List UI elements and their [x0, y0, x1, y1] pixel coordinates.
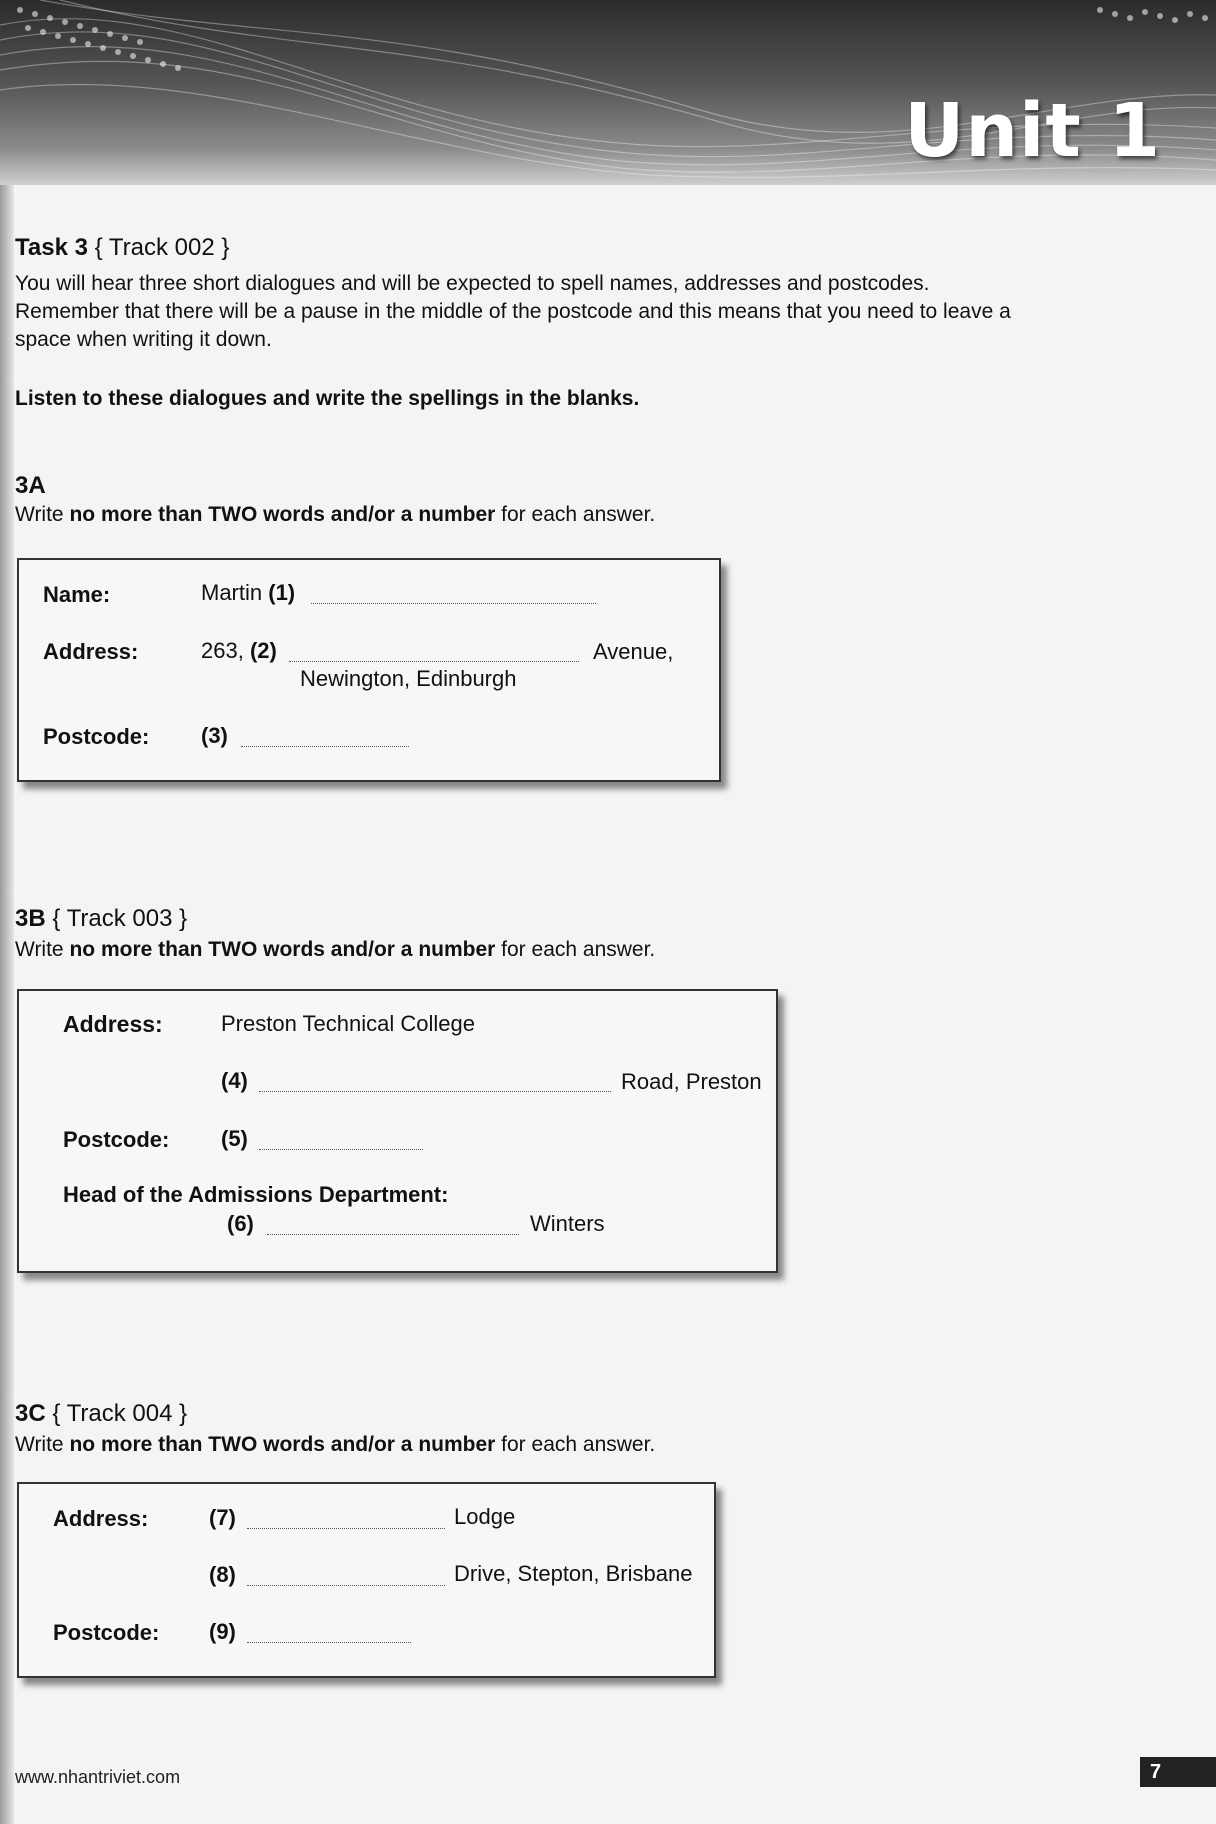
question-9-number: (9) [209, 1619, 236, 1644]
question-7-number: (7) [209, 1505, 236, 1530]
section-3a-title: 3A [15, 472, 46, 499]
unit-title: Unit 1 [904, 88, 1161, 174]
answer-8-blank[interactable] [247, 1585, 445, 1586]
postcode-label-3b: Postcode: [63, 1127, 170, 1152]
section-3c-form-box [17, 1482, 716, 1678]
question-3-number: (3) [201, 723, 228, 748]
section-3c-title: 3C [15, 1400, 46, 1427]
answer-1-blank[interactable] [311, 603, 596, 604]
head-of-admissions-label: Head of the Admissions Department: [63, 1182, 449, 1207]
answer-9-blank[interactable] [247, 1642, 411, 1643]
section-3b-track: { Track 003 } [52, 905, 188, 932]
address-label: Address: [43, 639, 139, 664]
name-value: Martin (1) [201, 580, 296, 605]
question-1-number: (1) [268, 580, 296, 605]
surname-suffix: Winters [530, 1211, 605, 1236]
task-intro-line-1: You will hear three short dialogues and will be expected to spell names, addresses and postcodes. [15, 272, 930, 295]
answer-7-blank[interactable] [247, 1528, 445, 1529]
college-name: Preston Technical College [221, 1011, 475, 1036]
question-5-number: (5) [221, 1126, 248, 1151]
answer-4-blank[interactable] [259, 1091, 611, 1092]
name-label: Name: [43, 582, 111, 607]
lodge-suffix: Lodge [454, 1504, 516, 1529]
question-8-number: (8) [209, 1562, 236, 1587]
address-line-2: Newington, Edinburgh [300, 666, 517, 691]
task-track: { Track 002 } [94, 234, 230, 261]
section-3b-title: 3B [15, 905, 46, 932]
section-3c-instruction: Write no more than TWO words and/or a number for each answer. [15, 1433, 656, 1456]
answer-2-blank[interactable] [289, 661, 579, 662]
section-3c-track: { Track 004 } [52, 1400, 188, 1427]
question-2-number: (2) [249, 638, 277, 663]
header-banner [0, 0, 1216, 185]
answer-5-blank[interactable] [259, 1149, 423, 1150]
answer-3-blank[interactable] [241, 746, 409, 747]
question-6-number: (6) [227, 1211, 254, 1236]
postcode-label: Postcode: [43, 724, 150, 749]
section-3b-heading [15, 905, 187, 933]
address-suffix: Avenue, [593, 639, 674, 664]
task-intro-line-3: space when writing it down. [15, 328, 272, 351]
page-number: 7 [1140, 1757, 1216, 1787]
address-label-3b: Address: [63, 1011, 163, 1037]
address-line-1: 263, (2) [201, 638, 277, 663]
task-instruction: Listen to these dialogues and write the spellings in the blanks. [15, 387, 640, 410]
section-3a-instruction: Write no more than TWO words and/or a number for each answer. [15, 503, 656, 526]
question-4-number: (4) [221, 1068, 248, 1093]
section-3c-heading [15, 1400, 187, 1428]
section-3a-form-box [17, 558, 721, 782]
task-heading [15, 234, 229, 262]
footer-url: www.nhantriviet.com [15, 1767, 181, 1787]
task-intro-line-2: Remember that there will be a pause in the middle of the postcode and this means that you need to leave a [15, 300, 1011, 323]
drive-suffix: Drive, Stepton, Brisbane [454, 1561, 693, 1586]
postcode-label-3c: Postcode: [53, 1620, 160, 1645]
section-3b-form-box [17, 989, 778, 1273]
task-title: Task 3 [15, 234, 88, 261]
address-label-3c: Address: [53, 1506, 149, 1531]
road-suffix: Road, Preston [621, 1069, 762, 1094]
page-edge-shadow [0, 0, 14, 1824]
answer-6-blank[interactable] [267, 1234, 519, 1235]
section-3b-instruction: Write no more than TWO words and/or a number for each answer. [15, 938, 656, 961]
